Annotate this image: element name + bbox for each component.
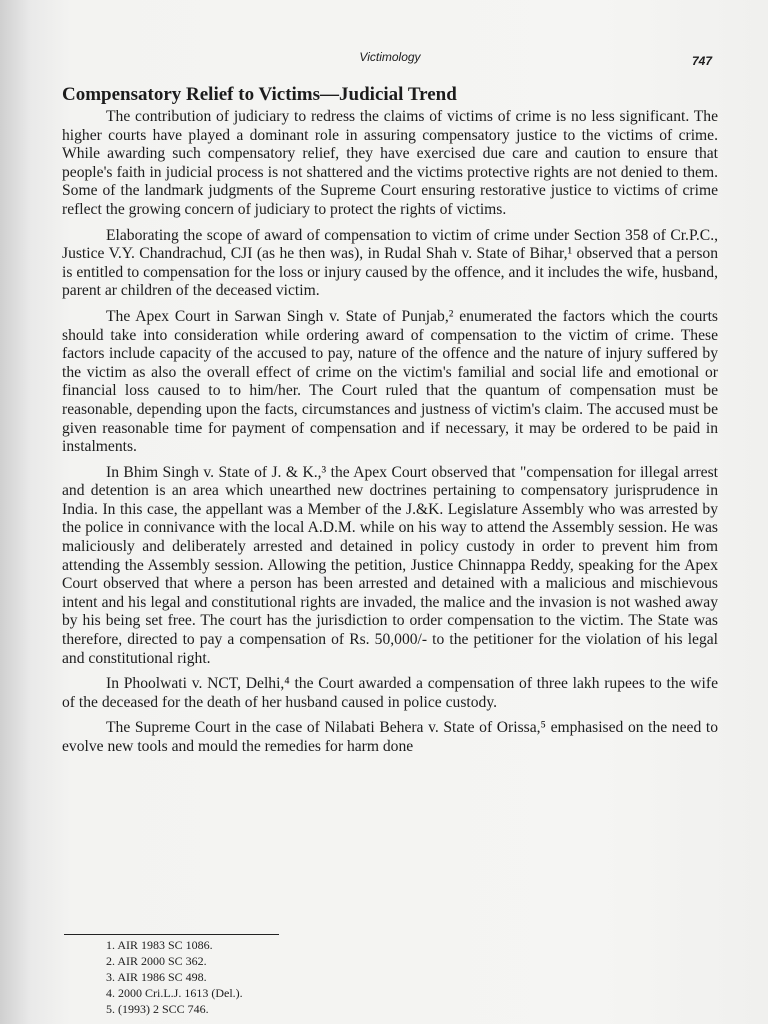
paragraph-bhim-singh: In Bhim Singh v. State of J. & K.,³ the Apex Court observed that "compensation for illegal arrest and detention is an area which unearthed new doctrines pertaining to compensatory jurisprudence in India. In this case, the appellant was a Member of the J.&K. Legislature Assembly who was arrested by the police in connivance with the local A.D.M. while on his way to attend the Assembly session. He was maliciously and deliberately arrested and detained in policy custody in order to prevent him from attending the Assembly session. Allowing the petition, Justice Chinnappa Reddy, speaking for the Apex Court observed that where a person has been arrested and detained with a malicious and mischievous intent and his legal and constitutional rights are invaded, the malice and the invasion is not washed away by his being set free. The court has the jurisdiction to order compensation to the victim. The State was therefore, directed to pay a compensation of Rs. 50,000/- to the petitioner for the violation of his legal and constitutional right. [62, 463, 718, 667]
running-header [62, 50, 718, 76]
body-text [62, 108, 718, 757]
footnote-rule [64, 934, 279, 935]
paragraph-phoolwati: In Phoolwati v. NCT, Delhi,⁴ the Court awarded a compensation of three lakh rupees to the wife of the deceased for the death of her husband caused in police custody. [62, 675, 718, 711]
running-title: Victimology [359, 50, 421, 64]
footnote-item: 2. AIR 2000 SC 362. [106, 954, 207, 968]
footnote-item: 1. AIR 1983 SC 1086. [106, 938, 213, 952]
paragraph-rudal-shah: Elaborating the scope of award of compensation to victim of crime under Section 358 of Cr.P.C., Justice V.Y. Chandrachud, CJI (as he then was), in Rudal Shah v. State of Bihar,¹ observed that a person is entitled to compensation for the loss or injury caused by the offence, and it includes the wife, husband, parent ar children of the deceased victim. [62, 226, 718, 300]
page-number: 747 [691, 54, 712, 68]
footnote-item: 4. 2000 Cri.L.J. 1613 (Del.). [106, 986, 243, 1000]
footnote-item: 5. (1993) 2 SCC 746. [106, 1002, 209, 1016]
footnote-item: 3. AIR 1986 SC 498. [106, 970, 207, 984]
book-page [62, 50, 718, 764]
footnotes [64, 934, 464, 1017]
paragraph-judiciary-role: The contribution of judiciary to redress the claims of victims of crime is no less significant. The higher courts have played a dominant role in assuring compensatory justice to the victims of crime. While awarding such compensatory relief, they have exercised due care and caution to ensure that people's faith in judicial process is not shattered and the victims protective rights are not denied to them. Some of the landmark judgments of the Supreme Court ensuring restorative justice to victims of crime reflect the growing concern of judiciary to protect the rights of victims. [62, 108, 718, 218]
paragraph-sarwan-singh: The Apex Court in Sarwan Singh v. State of Punjab,² enumerated the factors which the courts should take into consideration while ordering award of compensation to the victim of crime. These factors include capacity of the accused to pay, nature of the offence and the nature of injury suffered by the victim as also the overall effect of crime on the victim's familial and social life and emotional or financial loss caused to to him/her. The Court ruled that the quantum of compensation must be reasonable, depending upon the facts, circumstances and justness of victim's claim. The accused must be given reasonable time for payment of compensation and if necessary, it may be ordered to be paid in instalments. [62, 307, 718, 456]
paragraph-nilabati-behera: The Supreme Court in the case of Nilabati Behera v. State of Orissa,⁵ emphasised on the need to evolve new tools and mould the remedies for harm done [62, 719, 718, 755]
section-title: Compensatory Relief to Victims—Judicial Trend [62, 84, 457, 105]
